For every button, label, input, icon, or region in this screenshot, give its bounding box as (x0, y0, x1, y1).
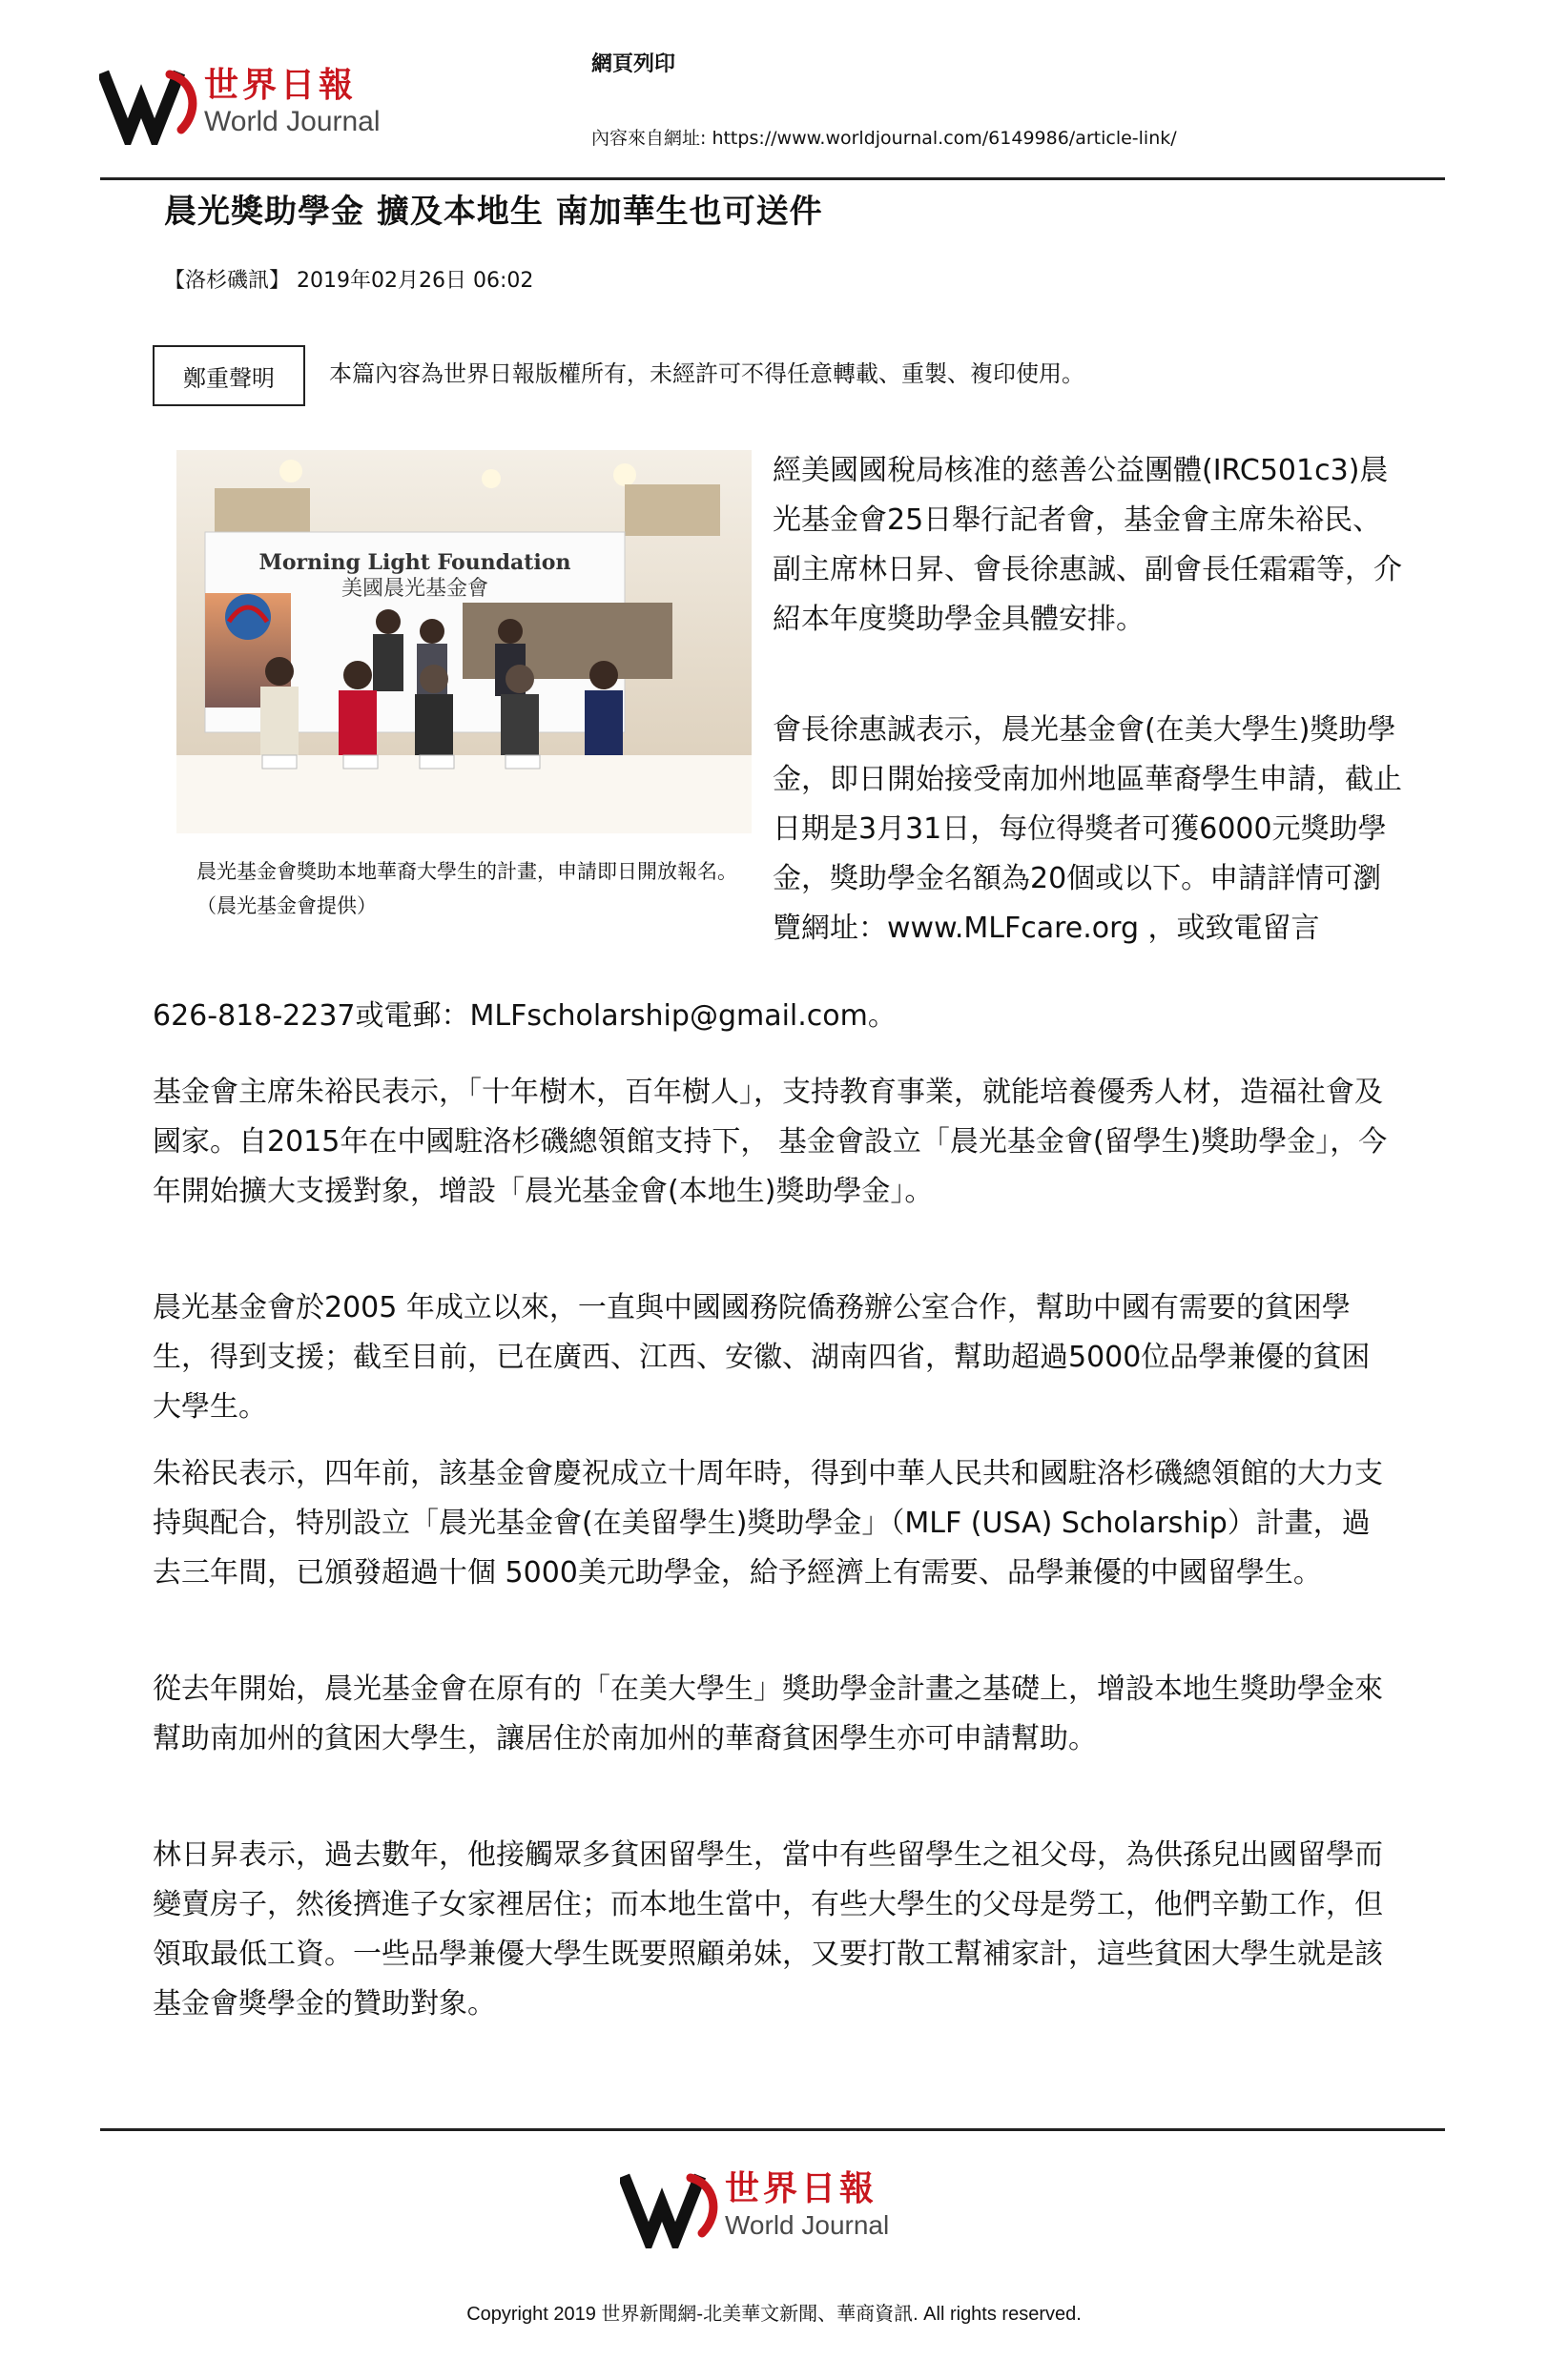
logo-english-name: World Journal (204, 106, 381, 137)
footer-logo-english-name: World Journal (725, 2210, 890, 2240)
source-url-line[interactable]: 內容來自網址: https://www.worldjournal.com/6149986/article-link/ (591, 128, 1177, 149)
footer-logo-wordmark (725, 2169, 889, 2242)
banner-chinese-text: 美國晨光基金會 (341, 577, 489, 601)
footer-logo-chinese-name: 世界日報 (725, 2169, 878, 2208)
article-paragraph: 從去年開始，晨光基金會在原有的「在美大學生」獎助學金計畫之基礎上，增設本地生獎助學金來幫助南加州的貧困大學生，讓居住於南加州的華裔貧困學生亦可申請幫助。 (153, 1672, 1383, 1755)
dateline-source: 【洛杉磯訊】 (164, 269, 291, 293)
dateline-date: 2019年02月26日 06:02 (297, 269, 534, 293)
article-headline: 晨光獎助學金 擴及本地生 南加華生也可送件 (164, 193, 823, 231)
press-conference-photo-icon (176, 450, 752, 833)
print-page-label: 網頁列印 (591, 52, 676, 76)
article-photo (176, 450, 752, 833)
photo-caption: 晨光基金會獎助本地華裔大學生的計畫，申請即日開放報名。（晨光基金會提供） (196, 860, 737, 917)
article-paragraph: 626-818-2237或電郵：MLFscholarship@gmail.com。 (153, 999, 897, 1033)
footer-logo-mark-icon (620, 2163, 725, 2248)
world-journal-logo[interactable] (99, 59, 381, 145)
article-paragraph: 經美國國稅局核准的慈善公益團體(IRC501c3)晨光基金會25日舉行記者會，基金會主席朱裕民、副主席林日昇、會長徐惠誠、副會長任霜霜等，介紹本年度獎助學金具體安排。 (773, 454, 1402, 636)
copyright-footer: Copyright 2019 世界新聞網-北美華文新聞、華商資訊. All rights reserved. (466, 2304, 1082, 2325)
article-paragraph: 會長徐惠誠表示，晨光基金會(在美大學生)獎助學金，即日開始接受南加州地區華裔學生申請，截止日期是3月31日，每位得獎者可獲6000元獎助學金，獎助學金名額為20個或以下。申請詳情可瀏覽網址：www.MLFcare.org ，或致電留言 (773, 713, 1402, 945)
article-paragraph: 基金會主席朱裕民表示，「十年樹木，百年樹人」，支持教育事業，就能培養優秀人材，造福社會及國家。自2015年在中國駐洛杉磯總領館支持下， 基金會設立「晨光基金會(留學生)獎助學金」，今年開始擴大支援對象，增設「晨光基金會(本地生)獎助學金」。 (153, 1076, 1388, 1208)
top-divider (100, 177, 1445, 180)
logo-chinese-name: 世界日報 (204, 66, 358, 105)
banner-english-text: Morning Light Foundation (258, 550, 571, 575)
copyright-notice-text: 本篇內容為世界日報版權所有，未經許可不得任意轉載、重製、複印使用。 (329, 360, 1084, 387)
article-dateline (164, 264, 533, 294)
footer-world-journal-logo[interactable] (620, 2163, 889, 2248)
article-paragraph: 朱裕民表示，四年前，該基金會慶祝成立十周年時，得到中華人民共和國駐洛杉磯總領館的大力支持與配合，特別設立「晨光基金會(在美留學生)獎助學金」（MLF (USA) Scholarship）計畫，過去三年間，已頒發超過十個 5000美元助學金，給予經濟上有需要、品學兼優的中國留學生。 (153, 1457, 1383, 1590)
logo-wordmark (204, 66, 381, 138)
world-journal-logo-mark-icon (99, 59, 204, 145)
article-paragraph: 林日昇表示，過去數年，他接觸眾多貧困留學生，當中有些留學生之祖父母，為供孫兒出國留學而變賣房子，然後擠進子女家裡居住；而本地生當中，有些大學生的父母是勞工，他們辛勤工作，但領取最低工資。一些品學兼優大學生既要照顧弟妹，又要打散工幫補家計，這些貧困大學生就是該基金會獎學金的贊助對象。 (153, 1838, 1383, 2021)
bottom-divider (100, 2128, 1445, 2131)
copyright-notice-label: 鄭重聲明 (153, 345, 305, 406)
article-paragraph: 晨光基金會於2005 年成立以來，一直與中國國務院僑務辦公室合作，幫助中國有需要的貧困學生，得到支援；截至目前，已在廣西、江西、安徽、湖南四省，幫助超過5000位品學兼優的貧困大學生。 (153, 1291, 1371, 1424)
